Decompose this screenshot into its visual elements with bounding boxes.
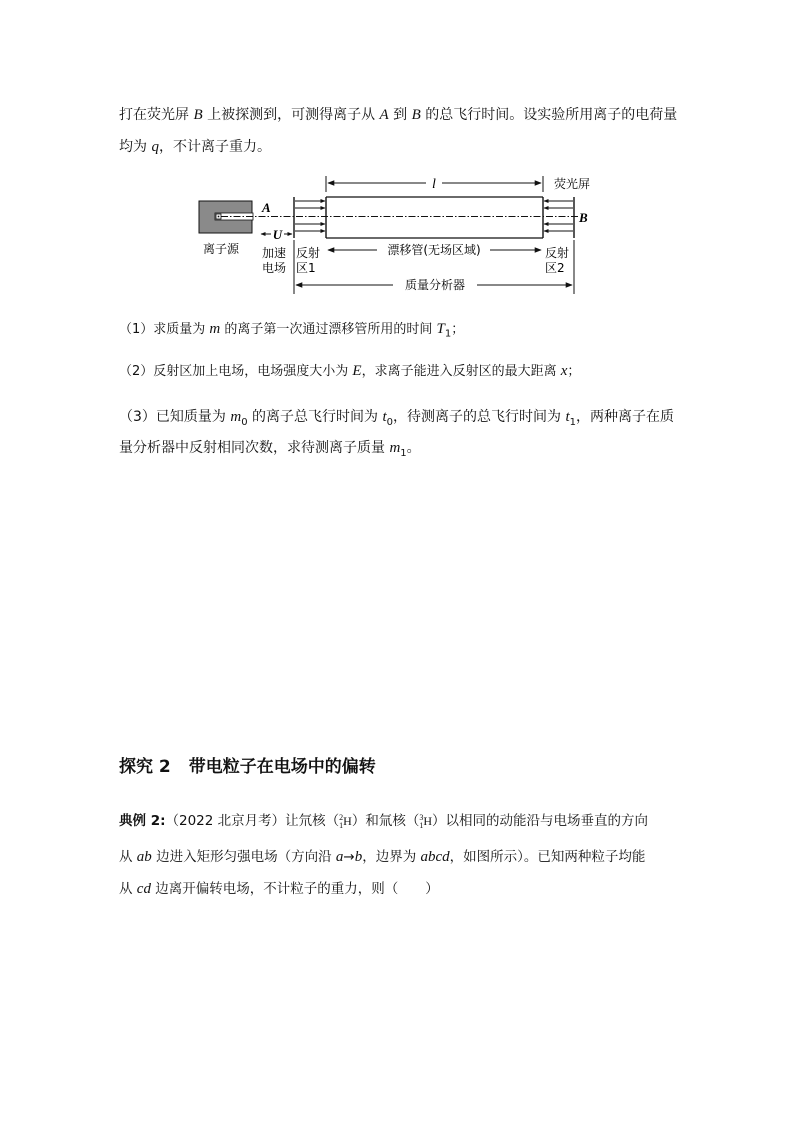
section-title: 带电粒子在电场中的偏转: [188, 757, 376, 777]
question-3-line-2: 量分析器中反射相同次数，求待测离子质量 $m_1$。: [119, 440, 421, 459]
example-label: 典例 2:: [119, 813, 166, 829]
reflection-region-2: [543, 197, 574, 238]
question-1: （1）求质量为 m 的离子第一次通过漂移管所用的时间 $T_1$；: [119, 321, 465, 340]
drift-tube: [326, 197, 543, 238]
label-mass-analyzer: 质量分析器: [404, 278, 466, 292]
example-line-2: 从 ab 边进入矩形匀强电场（方向沿 a→b，边界为 abcd，如图所示）。已知两种粒子均能: [119, 849, 646, 865]
question-2: （2）反射区加上电场，电场强度大小为 E，求离子能进入反射区的最大距离 x；: [119, 363, 581, 379]
deuterium-symbol: $^2_1$H: [339, 813, 352, 831]
label-ion-source: 离子源: [203, 242, 240, 256]
label-l: l: [432, 177, 436, 192]
mass-analyzer-diagram: [195, 172, 615, 300]
label-refl2-1: 反射: [545, 246, 570, 260]
label-U: U: [272, 227, 283, 242]
tritium-symbol: $^3_1$H: [419, 813, 432, 831]
label-refl2-2: 区2: [545, 261, 565, 275]
label-screen: 荧光屏: [554, 177, 591, 191]
label-accel-1: 加速: [262, 246, 287, 260]
label-refl1-1: 反射: [296, 246, 321, 260]
intro-line-1: 打在荧光屏 B 上被探测到，可测得离子从 A 到 B 的总飞行时间。设实验所用离子的电荷量: [119, 107, 678, 123]
example-line-3: 从 cd 边离开偏转电场，不计粒子的重力，则（ ）: [119, 881, 439, 897]
intro-line-2: 均为 q，不计离子重力。: [119, 139, 271, 155]
reflection-region-1: [294, 197, 326, 238]
label-drift-tube: 漂移管(无场区域): [387, 243, 481, 257]
example-line-1: 典例 2:（2022 北京月考）让氘核（$^2_1$H）和氚核（$^3_1$H）以相同的动能沿与电场垂直的方向: [119, 813, 648, 831]
label-A: A: [262, 200, 271, 215]
label-accel-2: 电场: [262, 261, 287, 275]
label-B: B: [579, 210, 588, 225]
section-heading: [119, 752, 376, 777]
question-3-line-1: （3）已知质量为 $m_0$ 的离子总飞行时间为 $t_0$，待测离子的总飞行时间为 $t_1$，两种离子在质: [119, 409, 675, 428]
section-number: 探究 2: [119, 757, 171, 777]
label-refl1-2: 区1: [296, 261, 316, 275]
